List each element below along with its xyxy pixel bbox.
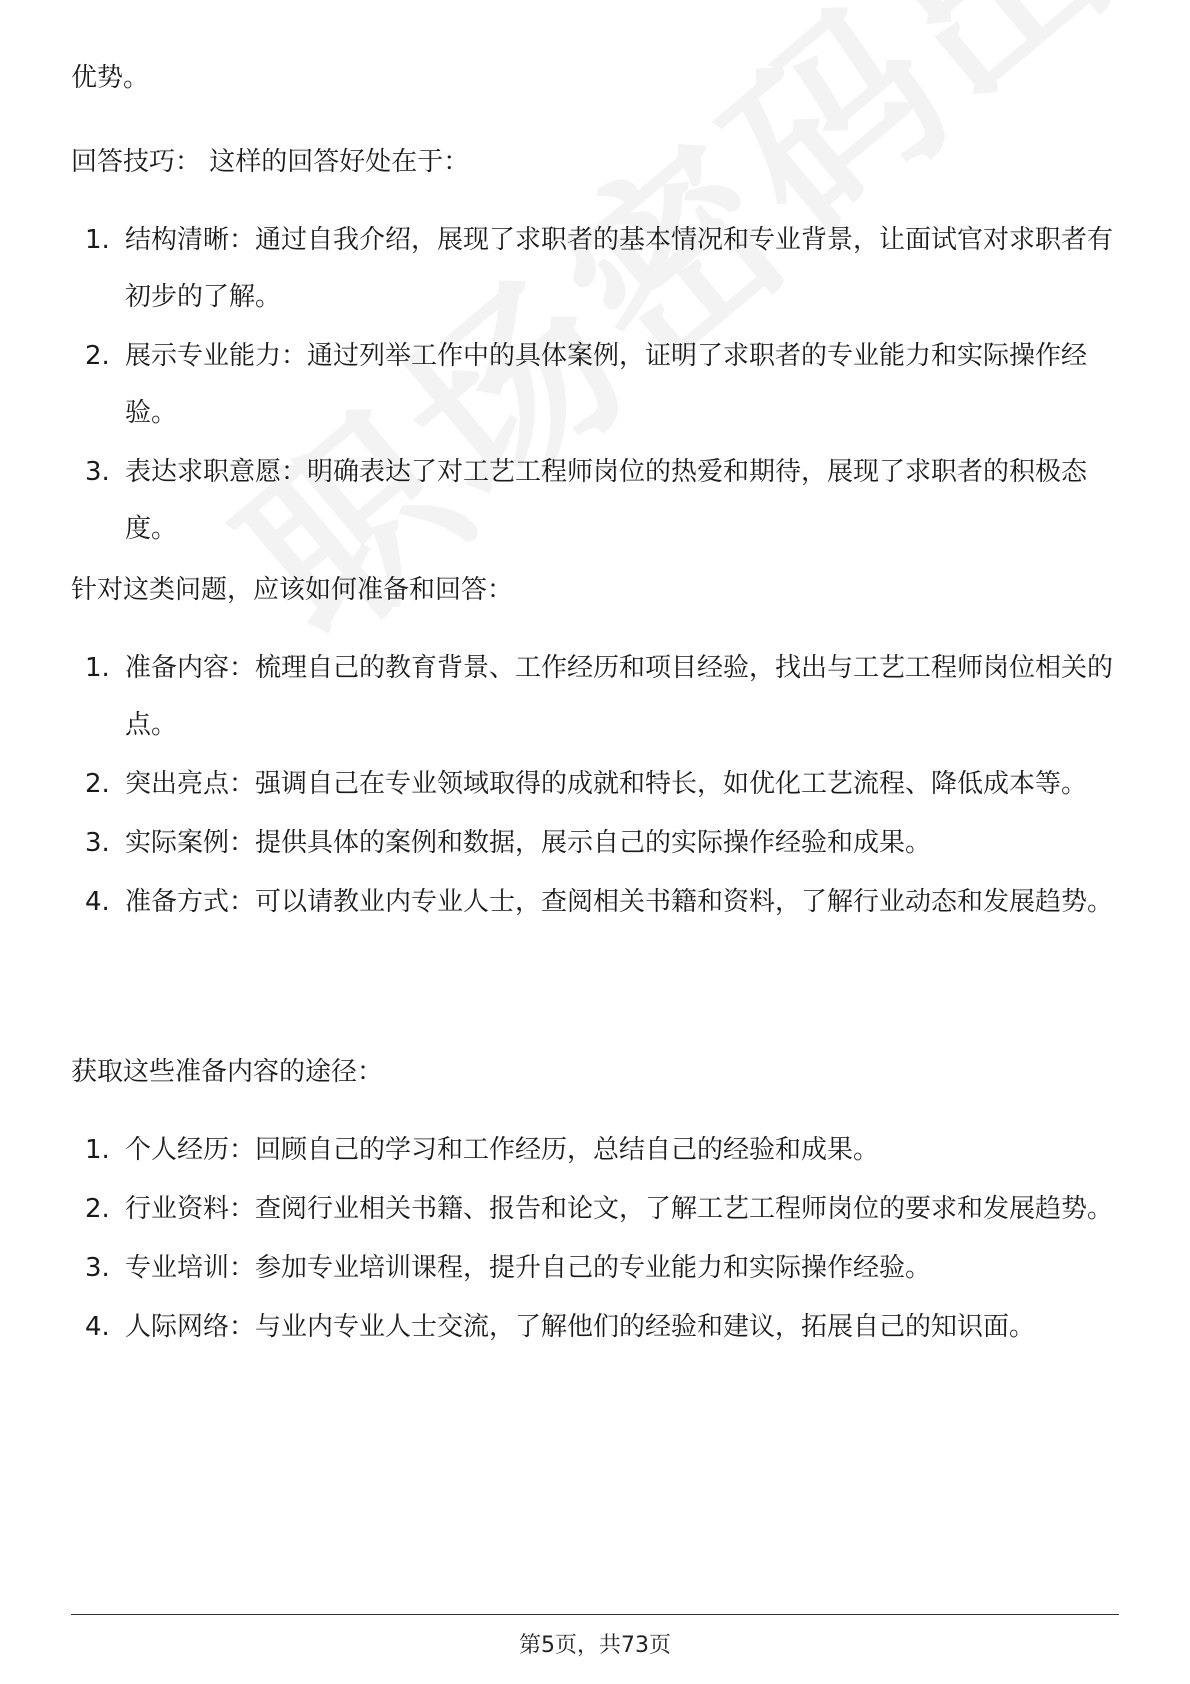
tips-list bbox=[85, 212, 1125, 560]
list-item: 4. 人际网络：与业内专业人士交流，了解他们的经验和建议，拓展自己的知识面。 bbox=[85, 1312, 1036, 1342]
source-list bbox=[85, 1122, 1125, 1358]
list-item: 2. 展示专业能力：通过列举工作中的具体案例，证明了求职者的专业能力和实际操作经验。 bbox=[85, 341, 1088, 428]
continuation-text: 优势。 bbox=[71, 63, 150, 93]
footer-divider bbox=[71, 1614, 1119, 1615]
page-number: 第5页，共73页 bbox=[519, 1633, 671, 1658]
prep-list bbox=[85, 640, 1125, 933]
list-item: 3. 专业培训：参加专业培训课程，提升自己的专业能力和实际操作经验。 bbox=[85, 1253, 932, 1283]
list-item: 4. 准备方式：可以请教业内专业人士，查阅相关书籍和资料，了解行业动态和发展趋势。 bbox=[85, 887, 1114, 917]
list-item: 2. 突出亮点：强调自己在专业领域取得的成就和特长，如优化工艺流程、降低成本等。 bbox=[85, 769, 1088, 799]
prep-heading: 针对这类问题，应该如何准备和回答： bbox=[71, 575, 514, 605]
source-heading: 获取这些准备内容的途径： bbox=[71, 1057, 384, 1087]
list-item: 1. 结构清晰：通过自我介绍，展现了求职者的基本情况和专业背景，让面试官对求职者有初步的了解。 bbox=[85, 225, 1114, 312]
list-item: 1. 个人经历：回顾自己的学习和工作经历，总结自己的经验和成果。 bbox=[85, 1135, 880, 1165]
list-item: 1. 准备内容：梳理自己的教育背景、工作经历和项目经验，找出与工艺工程师岗位相关的点。 bbox=[85, 653, 1114, 740]
list-item: 3. 实际案例：提供具体的案例和数据，展示自己的实际操作经验和成果。 bbox=[85, 828, 932, 858]
list-item: 3. 表达求职意愿：明确表达了对工艺工程师岗位的热爱和期待，展现了求职者的积极态度。 bbox=[85, 457, 1088, 544]
tips-heading: 回答技巧： 这样的回答好处在于： bbox=[71, 147, 470, 177]
list-item: 2. 行业资料：查阅行业相关书籍、报告和论文，了解工艺工程师岗位的要求和发展趋势。 bbox=[85, 1194, 1114, 1224]
